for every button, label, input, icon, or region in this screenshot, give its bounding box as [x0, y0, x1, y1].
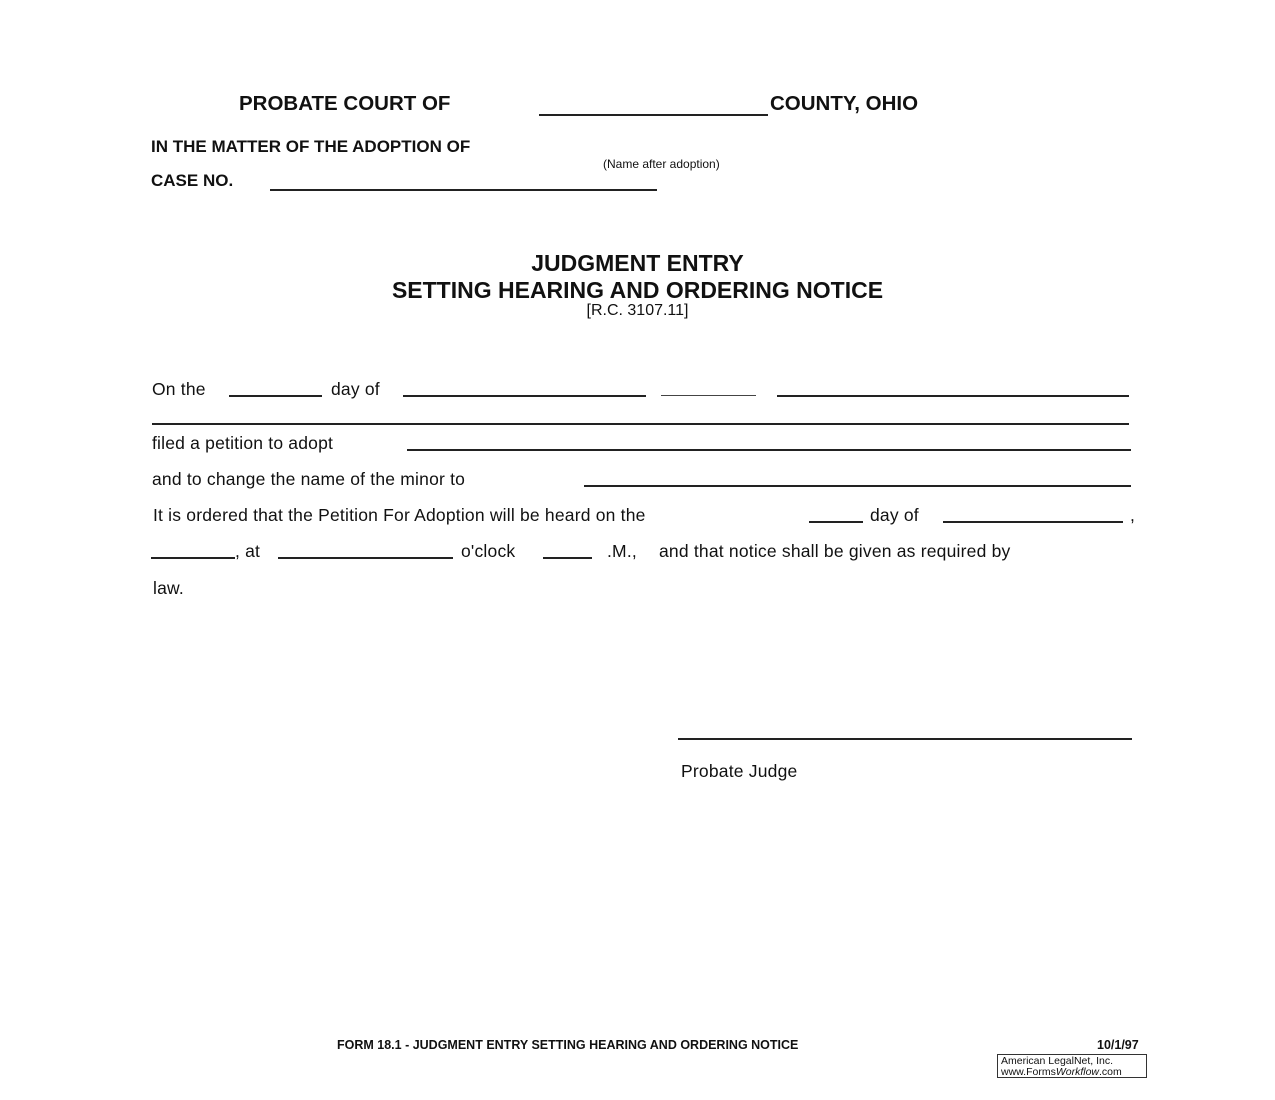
comma-at-text: , at [235, 541, 261, 561]
vendor-url-prefix: www.Forms [1001, 1066, 1056, 1078]
filing-year-field[interactable] [661, 395, 756, 396]
filing-day-field[interactable] [229, 395, 322, 397]
change-name-text: and to change the name of the minor to [152, 469, 466, 489]
hearing-month-field[interactable] [943, 521, 1123, 523]
judge-signature-field[interactable] [678, 738, 1132, 740]
court-prefix: PROBATE COURT OF [239, 92, 451, 115]
form-title-footer: FORM 18.1 - JUDGMENT ENTRY SETTING HEARING AND ORDERING NOTICE [337, 1038, 799, 1052]
hearing-year-field[interactable] [151, 557, 235, 559]
hearing-time-field[interactable] [278, 557, 453, 559]
meridiem-text: .M., [607, 541, 637, 561]
oclock-text: o'clock [461, 541, 516, 561]
county-field[interactable] [539, 114, 768, 116]
vendor-box [997, 1054, 1147, 1078]
statute-reference: [R.C. 3107.11] [586, 302, 689, 319]
day-of-text-2: day of [870, 505, 919, 525]
adoptee-field[interactable] [407, 449, 1131, 451]
on-the-text: On the [152, 379, 206, 399]
ordered-text: It is ordered that the Petition For Adoption will be heard on the [153, 505, 646, 525]
matter-label: IN THE MATTER OF THE ADOPTION OF [151, 137, 471, 156]
new-name-field[interactable] [584, 485, 1131, 487]
law-text: law. [153, 578, 184, 598]
vendor-name: American LegalNet, Inc. [1001, 1055, 1114, 1067]
title-line1: JUDGMENT ENTRY [531, 250, 744, 276]
vendor-url-italic: Workflow [1055, 1066, 1100, 1078]
vendor-url-suffix: .com [1099, 1066, 1122, 1078]
notice-text: and that notice shall be given as required by [659, 541, 1011, 561]
court-suffix: COUNTY, OHIO [770, 92, 919, 115]
petitioner-field[interactable] [777, 395, 1129, 397]
title-line2: SETTING HEARING AND ORDERING NOTICE [391, 277, 884, 303]
case-no-field[interactable] [270, 189, 657, 191]
comma-text: , [1130, 505, 1136, 525]
day-of-text: day of [331, 379, 380, 399]
filing-month-field[interactable] [403, 395, 646, 397]
name-after-adoption-hint: (Name after adoption) [603, 157, 720, 171]
case-no-label: CASE NO. [151, 171, 234, 190]
am-pm-field[interactable] [543, 557, 592, 559]
filed-petition-text: filed a petition to adopt [152, 433, 334, 453]
hearing-day-field[interactable] [809, 521, 863, 523]
form-date: 10/1/97 [1097, 1038, 1139, 1052]
petitioner-field-line2[interactable] [152, 423, 1129, 425]
probate-judge-label: Probate Judge [681, 761, 798, 781]
vendor-url [1001, 1067, 1143, 1078]
